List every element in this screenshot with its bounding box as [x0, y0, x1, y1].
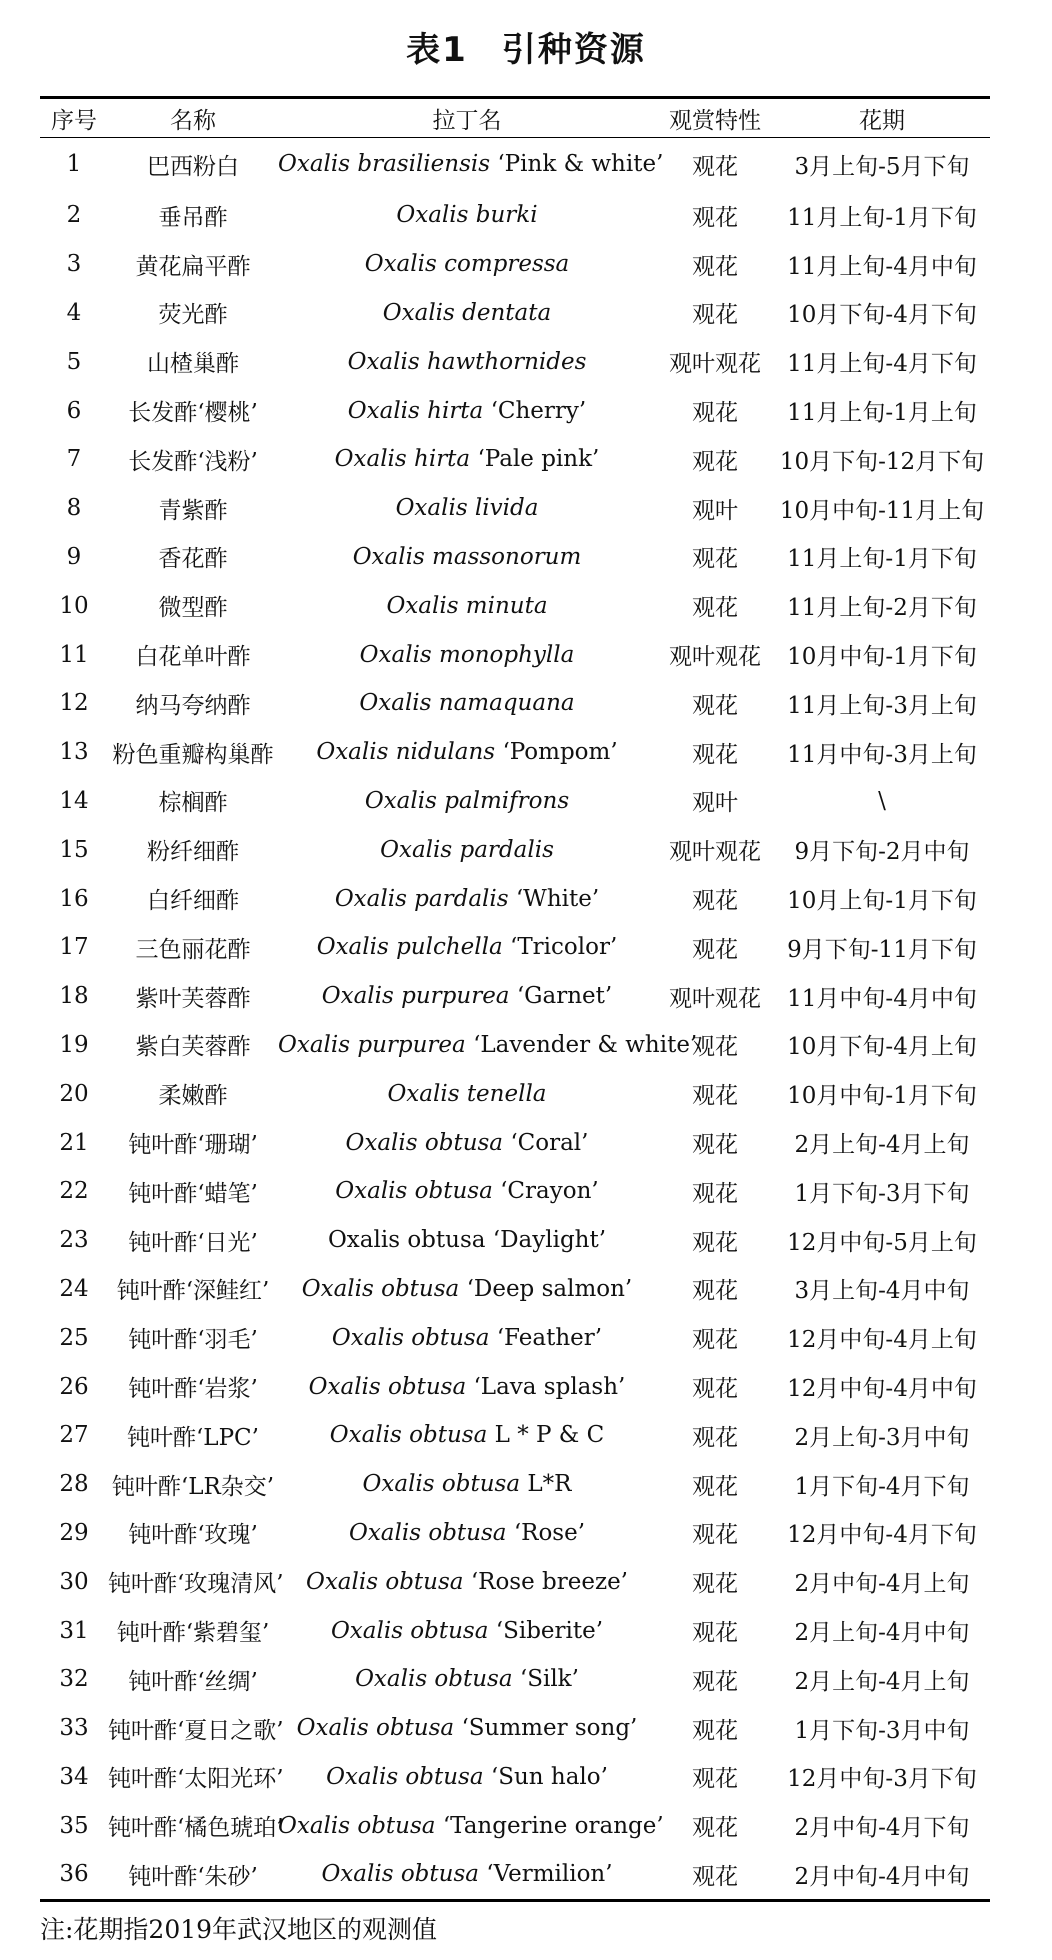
table-row	[40, 435, 990, 484]
cell-latin	[278, 874, 656, 923]
cell-number: 35	[59, 1812, 89, 1839]
table-row	[40, 1801, 990, 1850]
cell-flowering: 9月下旬-2月中旬	[794, 839, 970, 866]
cell-flowering: 10月下旬-12月下旬	[779, 448, 985, 475]
table-row	[40, 1460, 990, 1509]
table-row	[40, 874, 990, 923]
table-row	[40, 337, 990, 386]
cell-ornamental: 观花	[692, 1766, 738, 1793]
cell-latin	[278, 435, 656, 484]
table-row	[40, 1118, 990, 1167]
cell-number: 29	[59, 1519, 89, 1546]
table-number: 表1	[406, 30, 468, 70]
latin-cultivar: ‘Tangerine orange’	[442, 1812, 664, 1839]
cell-number: 34	[59, 1763, 89, 1790]
latin-species: Oxalis namaquana	[359, 690, 575, 717]
cell-number: 18	[59, 983, 89, 1010]
cell-flowering: 12月中旬-4月下旬	[787, 1522, 977, 1549]
cell-ornamental: 观花	[692, 936, 738, 963]
cell-latin	[278, 484, 656, 533]
latin-cultivar: ‘Silk’	[519, 1666, 579, 1693]
cell-flowering: 2月上旬-3月中旬	[794, 1424, 970, 1451]
table-row	[40, 825, 990, 874]
cell-ornamental: 观花	[692, 253, 738, 280]
table-note: 注:花期指2019年武汉地区的观测值	[40, 1915, 438, 1944]
latin-cultivar: ‘Deep salmon’	[466, 1275, 633, 1302]
cell-ornamental: 观花	[692, 1180, 738, 1207]
cell-ornamental: 观花	[692, 1668, 738, 1695]
cell-name: 荧光酢	[158, 302, 228, 329]
cell-name: 纳马夸纳酢	[135, 692, 251, 719]
table-row	[40, 1704, 990, 1753]
latin-cultivar: L*R	[527, 1471, 572, 1498]
cell-number: 23	[59, 1227, 89, 1254]
header-name: 名称	[170, 107, 216, 134]
cell-flowering: 9月下旬-11月下旬	[787, 936, 977, 963]
cell-number: 28	[59, 1471, 89, 1498]
latin-species: Oxalis burki	[396, 202, 538, 229]
cell-flowering: 2月中旬-4月下旬	[794, 1815, 970, 1842]
latin-species: Oxalis monophylla	[359, 641, 575, 668]
latin-species: Oxalis obtusa	[335, 1178, 493, 1205]
cell-number: 1	[66, 151, 82, 177]
cell-name: 青紫酢	[158, 497, 228, 524]
cell-name: 垂吊酢	[158, 204, 228, 231]
cell-ornamental: 观叶观花	[669, 351, 761, 378]
latin-species: Oxalis purpurea	[278, 1031, 466, 1058]
cell-number: 4	[66, 299, 82, 326]
cell-name: 钝叶酢‘羽毛’	[128, 1327, 258, 1354]
cell-ornamental: 观叶	[692, 790, 738, 817]
cell-ornamental: 观花	[692, 448, 738, 475]
table-row	[40, 679, 990, 728]
latin-species: Oxalis obtusa	[301, 1275, 460, 1302]
cell-number: 9	[66, 543, 82, 570]
cell-latin	[278, 533, 656, 582]
cell-number: 32	[59, 1666, 89, 1693]
cell-ornamental: 观花	[692, 1229, 738, 1256]
table-row	[40, 581, 990, 630]
cell-latin	[278, 1265, 656, 1314]
table-row	[40, 484, 990, 533]
cell-number: 24	[59, 1275, 89, 1302]
cell-latin	[278, 1850, 656, 1899]
cell-latin	[278, 1021, 698, 1070]
latin-species: Oxalis purpurea	[321, 983, 510, 1010]
cell-flowering: 2月上旬-4月中旬	[794, 1620, 970, 1646]
table-row	[40, 972, 990, 1021]
cell-number: 26	[59, 1373, 89, 1400]
latin-species: Oxalis minuta	[386, 592, 548, 619]
cell-number: 11	[59, 641, 89, 668]
table-row	[40, 1411, 990, 1460]
table-row	[40, 386, 990, 435]
cell-flowering: 3月上旬-4月中旬	[794, 1278, 970, 1305]
cell-latin	[278, 581, 656, 630]
latin-species: Oxalis dentata	[382, 299, 552, 326]
latin-cultivar: ‘Feather’	[496, 1324, 603, 1351]
latin-cultivar: ‘Vermilion’	[486, 1861, 613, 1888]
cell-flowering: 2月上旬-4月上旬	[794, 1132, 970, 1159]
table-row	[40, 1167, 990, 1216]
cell-latin	[278, 1460, 656, 1509]
cell-flowering: 11月中旬-3月上旬	[787, 741, 977, 768]
latin-cultivar: ‘Pompom’	[502, 739, 618, 766]
cell-number: 31	[59, 1617, 89, 1644]
cell-flowering: 10月上旬-1月下旬	[787, 888, 977, 915]
species-table	[40, 99, 990, 1899]
latin-species: Oxalis obtusa	[278, 1812, 436, 1839]
cell-name: 粉纤细酢	[147, 839, 239, 866]
latin-cultivar: ‘Lavender & white’	[473, 1031, 698, 1058]
cell-name: 白纤细酢	[147, 888, 239, 915]
table-body	[40, 137, 990, 1899]
table-row	[40, 137, 990, 191]
cell-ornamental: 观花	[692, 204, 738, 231]
cell-latin	[278, 1509, 656, 1558]
cell-latin	[278, 1167, 656, 1216]
latin-species: Oxalis brasiliensis	[278, 151, 491, 177]
cell-number: 15	[59, 836, 89, 863]
cell-name: 钝叶酢‘紫碧玺’	[116, 1620, 270, 1646]
latin-cultivar: ‘White’	[515, 885, 600, 912]
cell-flowering: 2月中旬-4月中旬	[794, 1863, 970, 1890]
header-latin: 拉丁名	[432, 107, 502, 134]
cell-flowering: 11月上旬-1月下旬	[787, 546, 977, 573]
cell-latin	[278, 1557, 656, 1606]
cell-name: 钝叶酢‘深鲑红’	[116, 1278, 270, 1305]
cell-name: 钝叶酢‘夏日之歌’	[108, 1717, 284, 1744]
latin-species: Oxalis nidulans	[316, 739, 496, 766]
cell-latin	[278, 1753, 656, 1802]
cell-ornamental: 观花	[692, 741, 738, 768]
table-row	[40, 1216, 990, 1265]
cell-ornamental: 观花	[692, 1815, 738, 1842]
cell-flowering: 10月中旬-11月上旬	[779, 497, 985, 524]
latin-species: Oxalis obtusa	[321, 1861, 479, 1888]
latin-species: Oxalis pulchella	[316, 934, 503, 961]
latin-species: Oxalis obtusa	[326, 1763, 484, 1790]
cell-flowering: 12月中旬-3月下旬	[787, 1766, 977, 1793]
cell-ornamental: 观叶	[692, 497, 738, 524]
table-row	[40, 1362, 990, 1411]
cell-ornamental: 观叶观花	[669, 644, 761, 671]
cell-number: 5	[66, 348, 82, 375]
cell-flowering: \	[878, 787, 886, 814]
latin-cultivar: ‘Garnet’	[516, 983, 613, 1010]
cell-ornamental: 观花	[692, 1571, 738, 1598]
latin-species: Oxalis obtusa	[331, 1324, 490, 1351]
cell-latin	[278, 1216, 656, 1265]
cell-name: 钝叶酢‘日光’	[128, 1229, 258, 1256]
cell-number: 16	[59, 885, 89, 912]
latin-cultivar: L * P & C	[494, 1422, 605, 1449]
latin-species: Oxalis tenella	[387, 1080, 547, 1107]
cell-name: 黄花扁平酢	[135, 253, 251, 280]
cell-latin	[278, 825, 656, 874]
table-row	[40, 533, 990, 582]
cell-latin	[278, 137, 664, 191]
cell-number: 8	[66, 495, 82, 522]
cell-number: 7	[66, 446, 82, 473]
cell-name: 钝叶酢‘橘色琥珀’	[108, 1815, 284, 1842]
cell-name: 钝叶酢‘玫瑰清风’	[108, 1571, 284, 1598]
cell-number: 2	[66, 202, 82, 229]
latin-cultivar: ‘Sun halo’	[490, 1763, 608, 1790]
cell-name: 钝叶酢‘丝绸’	[128, 1668, 258, 1695]
cell-latin	[278, 679, 656, 728]
header-flowering: 花期	[859, 107, 905, 134]
cell-name: 三色丽花酢	[135, 936, 251, 963]
latin-species: Oxalis pardalis	[334, 885, 509, 912]
cell-latin	[278, 386, 656, 435]
latin-species: Oxalis obtusa	[355, 1666, 513, 1693]
table-row	[40, 1557, 990, 1606]
table-row	[40, 728, 990, 777]
cell-latin	[278, 191, 656, 240]
table-row	[40, 191, 990, 240]
table-row	[40, 240, 990, 289]
cell-name: 钝叶酢‘蜡笔’	[128, 1180, 258, 1207]
cell-flowering: 1月下旬-4月下旬	[794, 1473, 970, 1500]
cell-latin	[278, 630, 656, 679]
cell-latin	[278, 1704, 656, 1753]
latin-species: Oxalis obtusa	[330, 1617, 489, 1644]
cell-number: 12	[59, 690, 89, 717]
cell-flowering: 10月中旬-1月下旬	[787, 644, 977, 671]
cell-name: 钝叶酢‘岩浆’	[128, 1376, 258, 1403]
cell-name: 微型酢	[158, 595, 228, 622]
cell-name: 棕榈酢	[158, 790, 228, 817]
cell-ornamental: 观花	[692, 400, 738, 427]
header-row	[40, 99, 990, 137]
cell-ornamental: 观叶观花	[669, 985, 761, 1012]
latin-species: Oxalis obtusa	[329, 1422, 488, 1449]
cell-ornamental: 观花	[692, 1278, 738, 1305]
cell-latin	[278, 1069, 656, 1118]
latin-cultivar: ‘Cherry’	[490, 397, 587, 424]
cell-name: 钝叶酢‘珊瑚’	[128, 1132, 258, 1159]
cell-ornamental: 观花	[692, 1620, 738, 1646]
cell-ornamental: 观花	[692, 1717, 738, 1744]
latin-cultivar: ‘Crayon’	[500, 1178, 599, 1205]
cell-number: 10	[59, 592, 89, 619]
cell-number: 6	[66, 397, 82, 424]
latin-species: Oxalis hawthornides	[347, 348, 587, 375]
cell-number: 25	[59, 1324, 89, 1351]
cell-name: 粉色重瓣构巢酢	[112, 741, 274, 768]
cell-latin	[278, 1118, 656, 1167]
cell-latin	[278, 1655, 656, 1704]
latin-species: Oxalis livida	[395, 495, 539, 522]
cell-latin	[278, 337, 656, 386]
cell-ornamental: 观花	[692, 888, 738, 915]
cell-latin	[278, 923, 656, 972]
cell-flowering: 2月中旬-4月上旬	[794, 1571, 970, 1598]
latin-species: Oxalis hirta	[347, 397, 484, 424]
cell-flowering: 1月下旬-3月下旬	[794, 1180, 970, 1207]
cell-flowering: 11月中旬-4月中旬	[787, 985, 977, 1012]
latin-species: Oxalis hirta	[334, 446, 471, 473]
cell-number: 20	[59, 1080, 89, 1107]
cell-ornamental: 观花	[692, 1327, 738, 1354]
latin-cultivar: ‘Rose’	[513, 1519, 586, 1546]
cell-ornamental: 观花	[692, 692, 738, 719]
cell-ornamental: 观花	[692, 153, 738, 180]
table-row	[40, 1753, 990, 1802]
cell-latin	[278, 728, 656, 777]
cell-flowering: 11月上旬-4月中旬	[787, 253, 977, 280]
cell-latin	[278, 1313, 656, 1362]
cell-flowering: 10月下旬-4月下旬	[787, 302, 977, 329]
cell-flowering: 11月上旬-4月下旬	[787, 351, 977, 378]
cell-flowering: 2月上旬-4月上旬	[794, 1668, 970, 1695]
cell-ornamental: 观花	[692, 1083, 738, 1110]
cell-name: 长发酢‘樱桃’	[128, 400, 258, 427]
cell-latin	[278, 972, 656, 1021]
table-row	[40, 1265, 990, 1314]
cell-latin	[278, 1411, 656, 1460]
cell-latin	[278, 240, 656, 289]
table-row	[40, 630, 990, 679]
table-row	[40, 1509, 990, 1558]
latin-cultivar: ‘Lava splash’	[473, 1373, 626, 1400]
cell-latin	[278, 1362, 656, 1411]
latin-species: Oxalis obtusa	[327, 1227, 486, 1254]
latin-species: Oxalis palmifrons	[364, 787, 570, 814]
latin-species: Oxalis obtusa	[348, 1519, 507, 1546]
cell-flowering: 11月上旬-2月下旬	[787, 595, 977, 622]
cell-name: 柔嫩酢	[158, 1083, 228, 1110]
cell-flowering: 11月上旬-1月上旬	[787, 400, 977, 427]
cell-name: 香花酢	[158, 546, 228, 573]
table-name: 引种资源	[501, 30, 646, 70]
cell-latin	[278, 289, 656, 338]
cell-number: 30	[59, 1568, 89, 1595]
cell-name: 钝叶酢‘LR杂交’	[111, 1473, 275, 1500]
latin-cultivar: ‘Daylight’	[492, 1227, 607, 1254]
cell-flowering: 12月中旬-4月中旬	[787, 1376, 977, 1403]
cell-flowering: 11月上旬-3月上旬	[787, 692, 977, 719]
cell-name: 白花单叶酢	[135, 644, 251, 671]
latin-cultivar: ‘Pale pink’	[477, 446, 600, 473]
latin-cultivar: ‘Siberite’	[495, 1617, 604, 1644]
cell-name: 钝叶酢‘太阳光环’	[108, 1766, 284, 1793]
cell-name: 紫白芙蓉酢	[135, 1034, 251, 1061]
cell-number: 14	[59, 787, 89, 814]
cell-flowering: 12月中旬-4月上旬	[787, 1327, 977, 1354]
cell-name: 长发酢‘浅粉’	[128, 448, 258, 475]
table-row	[40, 923, 990, 972]
table-row	[40, 1313, 990, 1362]
cell-ornamental: 观花	[692, 1863, 738, 1890]
table-row	[40, 1655, 990, 1704]
cell-name: 钝叶酢‘玫瑰’	[128, 1522, 258, 1549]
cell-number: 19	[59, 1031, 89, 1058]
cell-ornamental: 观花	[692, 1424, 738, 1451]
cell-latin	[278, 1606, 656, 1655]
cell-number: 13	[59, 739, 89, 766]
cell-flowering: 1月下旬-3月中旬	[794, 1717, 970, 1744]
cell-number: 17	[59, 934, 89, 961]
header-ornamental: 观赏特性	[669, 107, 761, 134]
cell-number: 22	[59, 1178, 89, 1205]
cell-flowering: 10月中旬-1月下旬	[787, 1083, 977, 1110]
cell-number: 3	[66, 251, 82, 278]
latin-species: Oxalis obtusa	[308, 1373, 467, 1400]
latin-species: Oxalis obtusa	[345, 1129, 504, 1156]
cell-ornamental: 观花	[692, 595, 738, 622]
table-row	[40, 1021, 990, 1070]
table-title	[0, 22, 1052, 71]
latin-cultivar: ‘Summer song’	[461, 1715, 638, 1742]
latin-species: Oxalis obtusa	[362, 1471, 521, 1498]
table-row	[40, 289, 990, 338]
cell-ornamental: 观叶观花	[669, 839, 761, 866]
latin-species: Oxalis compressa	[364, 251, 570, 278]
cell-ornamental: 观花	[692, 302, 738, 329]
cell-name: 钝叶酢‘朱砂’	[128, 1863, 258, 1890]
cell-number: 36	[59, 1861, 89, 1888]
table-row	[40, 777, 990, 826]
header-number: 序号	[51, 107, 97, 134]
cell-flowering: 11月上旬-1月下旬	[787, 204, 977, 231]
cell-ornamental: 观花	[692, 1522, 738, 1549]
cell-number: 27	[59, 1422, 89, 1449]
latin-cultivar: ‘Rose breeze’	[470, 1568, 628, 1595]
latin-species: Oxalis pardalis	[380, 836, 554, 863]
latin-cultivar: ‘Pink & white’	[497, 151, 664, 177]
cell-latin	[278, 1801, 664, 1850]
table-row	[40, 1606, 990, 1655]
cell-ornamental: 观花	[692, 1376, 738, 1403]
cell-ornamental: 观花	[692, 1034, 738, 1061]
cell-number: 21	[59, 1129, 89, 1156]
cell-ornamental: 观花	[692, 1132, 738, 1159]
latin-cultivar: ‘Coral’	[510, 1129, 589, 1156]
table-row	[40, 1850, 990, 1899]
table-row	[40, 1069, 990, 1118]
cell-name: 山楂巢酢	[147, 351, 239, 378]
latin-species: Oxalis obtusa	[305, 1568, 464, 1595]
bottom-rule	[40, 1899, 990, 1902]
latin-species: Oxalis obtusa	[296, 1715, 455, 1742]
cell-ornamental: 观花	[692, 546, 738, 573]
cell-name: 紫叶芙蓉酢	[135, 985, 251, 1012]
cell-name: 钝叶酢‘LPC’	[127, 1424, 259, 1451]
cell-flowering: 12月中旬-5月上旬	[787, 1229, 977, 1256]
latin-cultivar: ‘Tricolor’	[510, 934, 618, 961]
cell-ornamental: 观花	[692, 1473, 738, 1500]
cell-flowering: 10月下旬-4月上旬	[787, 1034, 977, 1061]
latin-species: Oxalis massonorum	[352, 543, 582, 570]
cell-number: 33	[59, 1715, 89, 1742]
cell-latin	[278, 777, 656, 826]
cell-name: 巴西粉白	[147, 153, 239, 180]
cell-flowering: 3月上旬-5月下旬	[794, 153, 970, 180]
